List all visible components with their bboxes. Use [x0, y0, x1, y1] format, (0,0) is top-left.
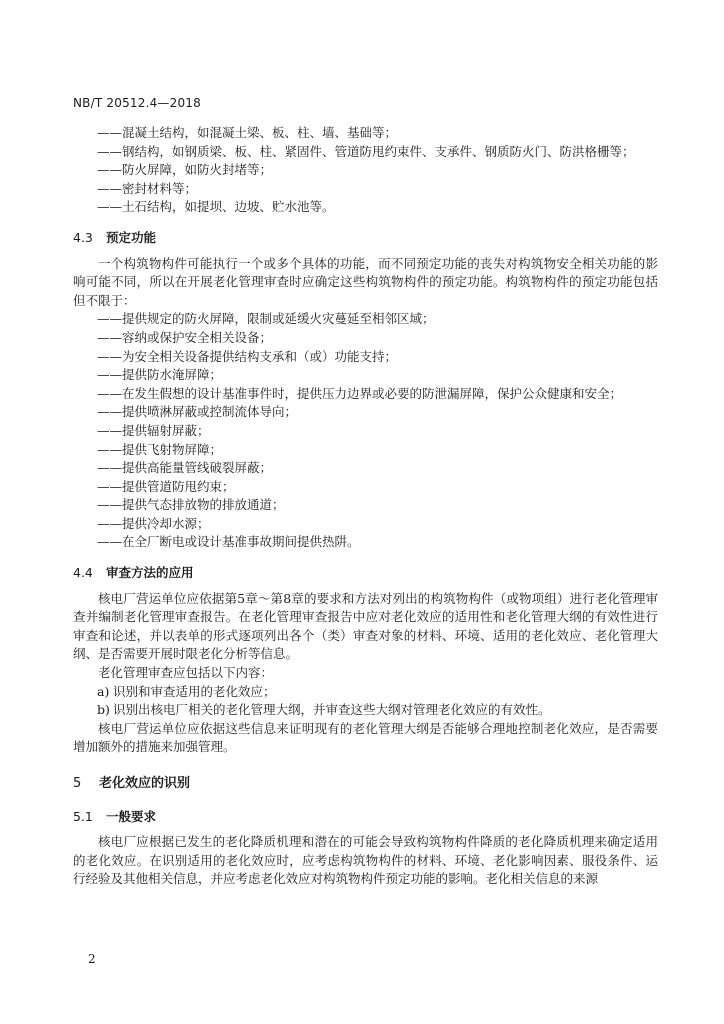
list-item: ——密封材料等； [97, 180, 198, 196]
list-text: 识别和审查适用的老化效应； [113, 683, 276, 699]
list-item [73, 683, 658, 702]
section-title: 预定功能 [106, 229, 157, 245]
section-number: 4.3 [73, 229, 93, 245]
review-content-list [73, 683, 658, 720]
list-item: ——提供高能量管线破裂屏蔽； [97, 460, 273, 476]
list-item: ——混凝土结构，如混凝土梁、板、柱、墙、基础等； [97, 125, 398, 140]
list-item: ——土石结构，如提坝、边坡、贮水池等。 [97, 199, 335, 215]
chapter-number: 5 [73, 776, 82, 791]
chapter-heading-5 [73, 775, 658, 794]
section-heading-4-4 [73, 564, 658, 583]
list-item: ——提供防水淹屏障； [97, 367, 223, 383]
list-marker: a) [97, 683, 110, 699]
list-item: ——提供辐射屏蔽； [97, 422, 210, 438]
section-number: 4.4 [73, 565, 93, 581]
paragraph: 核电厂营运单位应依据第5章～第8章的要求和方法对列出的构筑物构件（或物项组）进行老化管理审查并编制老化管理审查报告。在老化管理审查报告中应对老化效应的适用性和老化管理大纲的有效性进行审查和论述，并以表单的形式逐项列出各个（类）审查对象的材料、环境、适用的老化效应、老化管理大纲、是否需要开展时限老化分析等信息。 [73, 590, 658, 662]
section-title: 审查方法的应用 [106, 565, 194, 581]
list-item: ——容纳或保护安全相关设备； [97, 329, 273, 345]
list-text: 识别出核电厂相关的老化管理大纲，并审查这些大纲对管理老化效应的有效性。 [113, 702, 551, 718]
function-list [73, 310, 658, 552]
structure-type-list [73, 124, 658, 217]
list-item: ——防火屏障，如防火封堵等； [97, 162, 273, 178]
page-number: 2 [88, 952, 96, 966]
list-item: ——提供喷淋屏蔽或控制流体导向； [97, 404, 298, 420]
standard-number: NB/T 20512.4—2018 [73, 96, 201, 110]
paragraph: 老化管理审查应包括以下内容： [98, 665, 274, 681]
chapter-title: 老化效应的识别 [99, 776, 191, 791]
list-item [73, 701, 658, 720]
section-heading-4-3 [73, 229, 658, 248]
list-item: ——提供规定的防火屏障，限制或延缓火灾蔓延至相邻区域； [97, 311, 435, 327]
list-item: ——在发生假想的设计基准事件时，提供压力边界或必要的防泄漏屏障，保护公众健康和安全； [97, 385, 623, 401]
list-item: ——在全厂断电或设计基准事故期间提供热阱。 [97, 534, 360, 550]
list-item: ——为安全相关设备提供结构支承和（或）功能支持； [97, 348, 398, 364]
list-item: ——提供冷却水源； [97, 515, 210, 531]
section-title: 一般要求 [106, 808, 157, 824]
list-item: ——提供飞射物屏障； [97, 441, 223, 457]
paragraph: 核电厂营运单位应依据这些信息来证明现有的老化管理大纲是否能够合理地控制老化效应，是否需要增加额外的措施来加强管理。 [73, 720, 658, 755]
section-heading-5-1 [73, 808, 658, 827]
list-marker: b) [97, 702, 110, 718]
list-item: ——钢结构，如钢质梁、板、柱、紧固件、管道防甩约束件、支承件、钢质防火门、防洪格栅等； [97, 143, 635, 159]
paragraph: 核电厂应根据已发生的老化降质机理和潜在的可能会导致构筑物构件降质的老化降质机理来确定适用的老化效应。在识别适用的老化效应时，应考虑构筑物构件的材料、环境、老化影响因素、服役条件、运行经验及其他相关信息，并应考虑老化效应对构筑物构件预定功能的影响。老化相关信息的来源 [73, 834, 658, 887]
list-item: ——提供管道防甩约束； [97, 478, 235, 494]
section-number: 5.1 [73, 808, 93, 824]
paragraph: 一个构筑物构件可能执行一个或多个具体的功能，而不同预定功能的丧失对构筑物安全相关功能的影响可能不同，所以在开展老化管理审查时应确定这些构筑物构件的预定功能。构筑物构件的预定功能包括但不限于： [73, 255, 658, 308]
list-item: ——提供气态排放物的排放通道； [97, 497, 285, 513]
page-content [73, 124, 658, 889]
